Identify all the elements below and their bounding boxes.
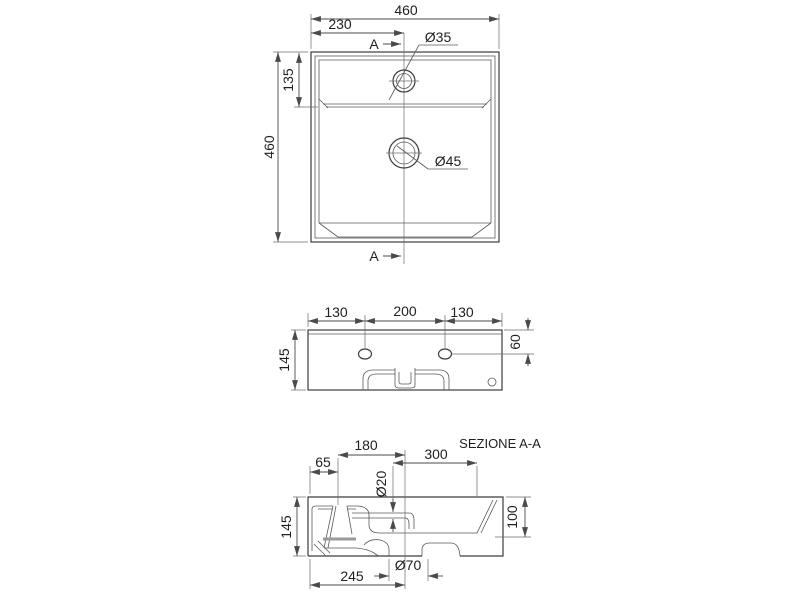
section-view	[278, 436, 541, 589]
fixing-hole-left	[359, 349, 372, 359]
section-title: SEZIONE A-A	[459, 436, 541, 451]
dim-section-height-label: 145	[278, 515, 294, 539]
overflow-outlet	[488, 378, 496, 386]
dim-depth-label: 460	[261, 135, 277, 159]
dim-deck-depth-label: 135	[280, 68, 296, 92]
dim-rear-height-label: 145	[276, 348, 292, 372]
hatch-strokes	[314, 541, 330, 556]
dim-ledge-label: 65	[315, 454, 331, 470]
dim-bowl-depth-label: 100	[504, 505, 520, 529]
top-view-inner-edge	[319, 60, 491, 223]
dim-hole-right-label: 130	[450, 304, 474, 320]
drain-hole-section-label: Ø70	[394, 557, 422, 573]
bowl-profile	[358, 500, 497, 533]
faucet-pedestal	[324, 506, 352, 548]
dim-hole-drop-label: 60	[507, 334, 523, 350]
overflow-hole-label: Ø20	[373, 470, 389, 498]
section-outline	[308, 497, 503, 556]
dim-hole-left-label: 130	[324, 304, 348, 320]
dim-width-label: 460	[394, 2, 418, 18]
top-view-rim-line	[315, 56, 495, 238]
foot-recess	[422, 543, 460, 556]
top-view	[261, 2, 499, 264]
bowl-slope-corners	[319, 223, 491, 237]
fixing-hole-right	[439, 349, 452, 359]
top-view-outline	[311, 52, 499, 242]
rear-view	[276, 303, 534, 390]
trap-notch-inner	[399, 372, 411, 384]
pedestal-base	[324, 548, 380, 556]
dim-bowl-width-label: 300	[424, 446, 448, 462]
section-marker-a-top: A	[369, 36, 379, 52]
dim-drain-offset-label: 245	[340, 568, 364, 584]
drain-hole-label: Ø45	[434, 153, 462, 169]
dim-faucet-to-drain-label: 180	[354, 437, 378, 453]
trap-housing-outer	[363, 370, 449, 390]
drain-boss-left	[364, 540, 389, 556]
section-marker-a-bottom: A	[369, 248, 379, 264]
dim-hole-spacing-label: 200	[393, 303, 417, 319]
dim-faucet-offset-label: 230	[328, 16, 352, 32]
faucet-hole-label: Ø35	[424, 29, 452, 45]
rear-view-outline	[308, 330, 502, 390]
trap-notch-outer	[395, 368, 415, 388]
